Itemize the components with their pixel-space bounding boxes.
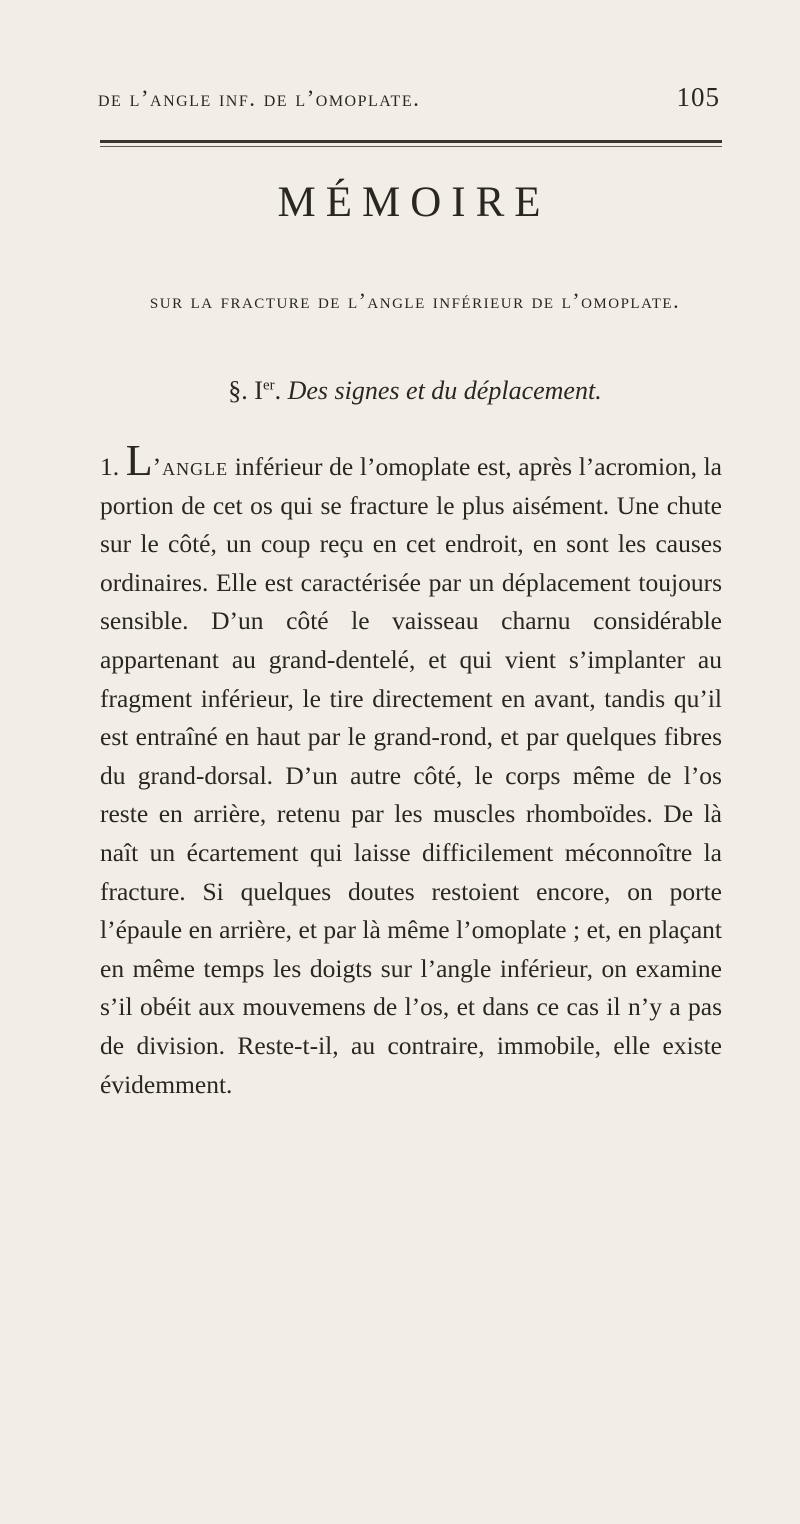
running-head — [98, 82, 720, 126]
section-number-text: §. I — [228, 376, 263, 405]
lead-word: ’angle — [152, 452, 229, 481]
drop-cap: L — [125, 436, 153, 485]
body-paragraph — [100, 436, 722, 1104]
section-number: §. Ier. — [228, 376, 282, 405]
header-rule-thin — [100, 146, 722, 147]
memoir-title: MÉMOIRE — [277, 179, 551, 226]
paragraph-1 — [100, 436, 722, 1104]
paragraph-text: inférieur de l’omoplate est, après l’acromion, la portion de cet os qui se fracture le plus aisément. Une chute sur le côté, un coup reçu en cet endroit, en sont les causes ordinaires. Elle est caractérisée par un déplacement toujours sensible. D’un côté le vaisseau charnu considérable appartenant au grand-dentelé, et qui vient s’implanter au fragment inférieur, le tire directement en avant, tandis qu’il est entraîné en haut par le grand-rond, et par quelques fibres du grand-dorsal. D’un autre côté, le corps même de l’os reste en arrière, retenu par les muscles rhomboïdes. De là naît un écartement qui laisse difficilement méconnoître la fracture. Si quelques doutes restoient encore, on porte l’épaule en arrière, et par là même l’omoplate ; et, en plaçant en même temps les doigts sur l’angle inférieur, on examine s’il obéit aux mouvemens de l’os, et dans ce cas il n’y a pas de division. Reste-t-il, au contraire, immobile, elle existe évidemment. — [100, 452, 722, 1099]
memoir-subtitle: sur la fracture de l’angle inférieur de l’omoplate. — [149, 288, 681, 313]
running-head-title: de l’angle inf. de l’omoplate. — [98, 86, 421, 111]
section-title: Des signes et du déplacement. — [287, 376, 602, 405]
header-rule-thick — [100, 140, 722, 143]
page-number: 105 — [676, 82, 720, 112]
paragraph-number: 1. — [100, 452, 120, 481]
section-heading — [0, 376, 800, 406]
section-number-sup: er — [262, 377, 275, 394]
